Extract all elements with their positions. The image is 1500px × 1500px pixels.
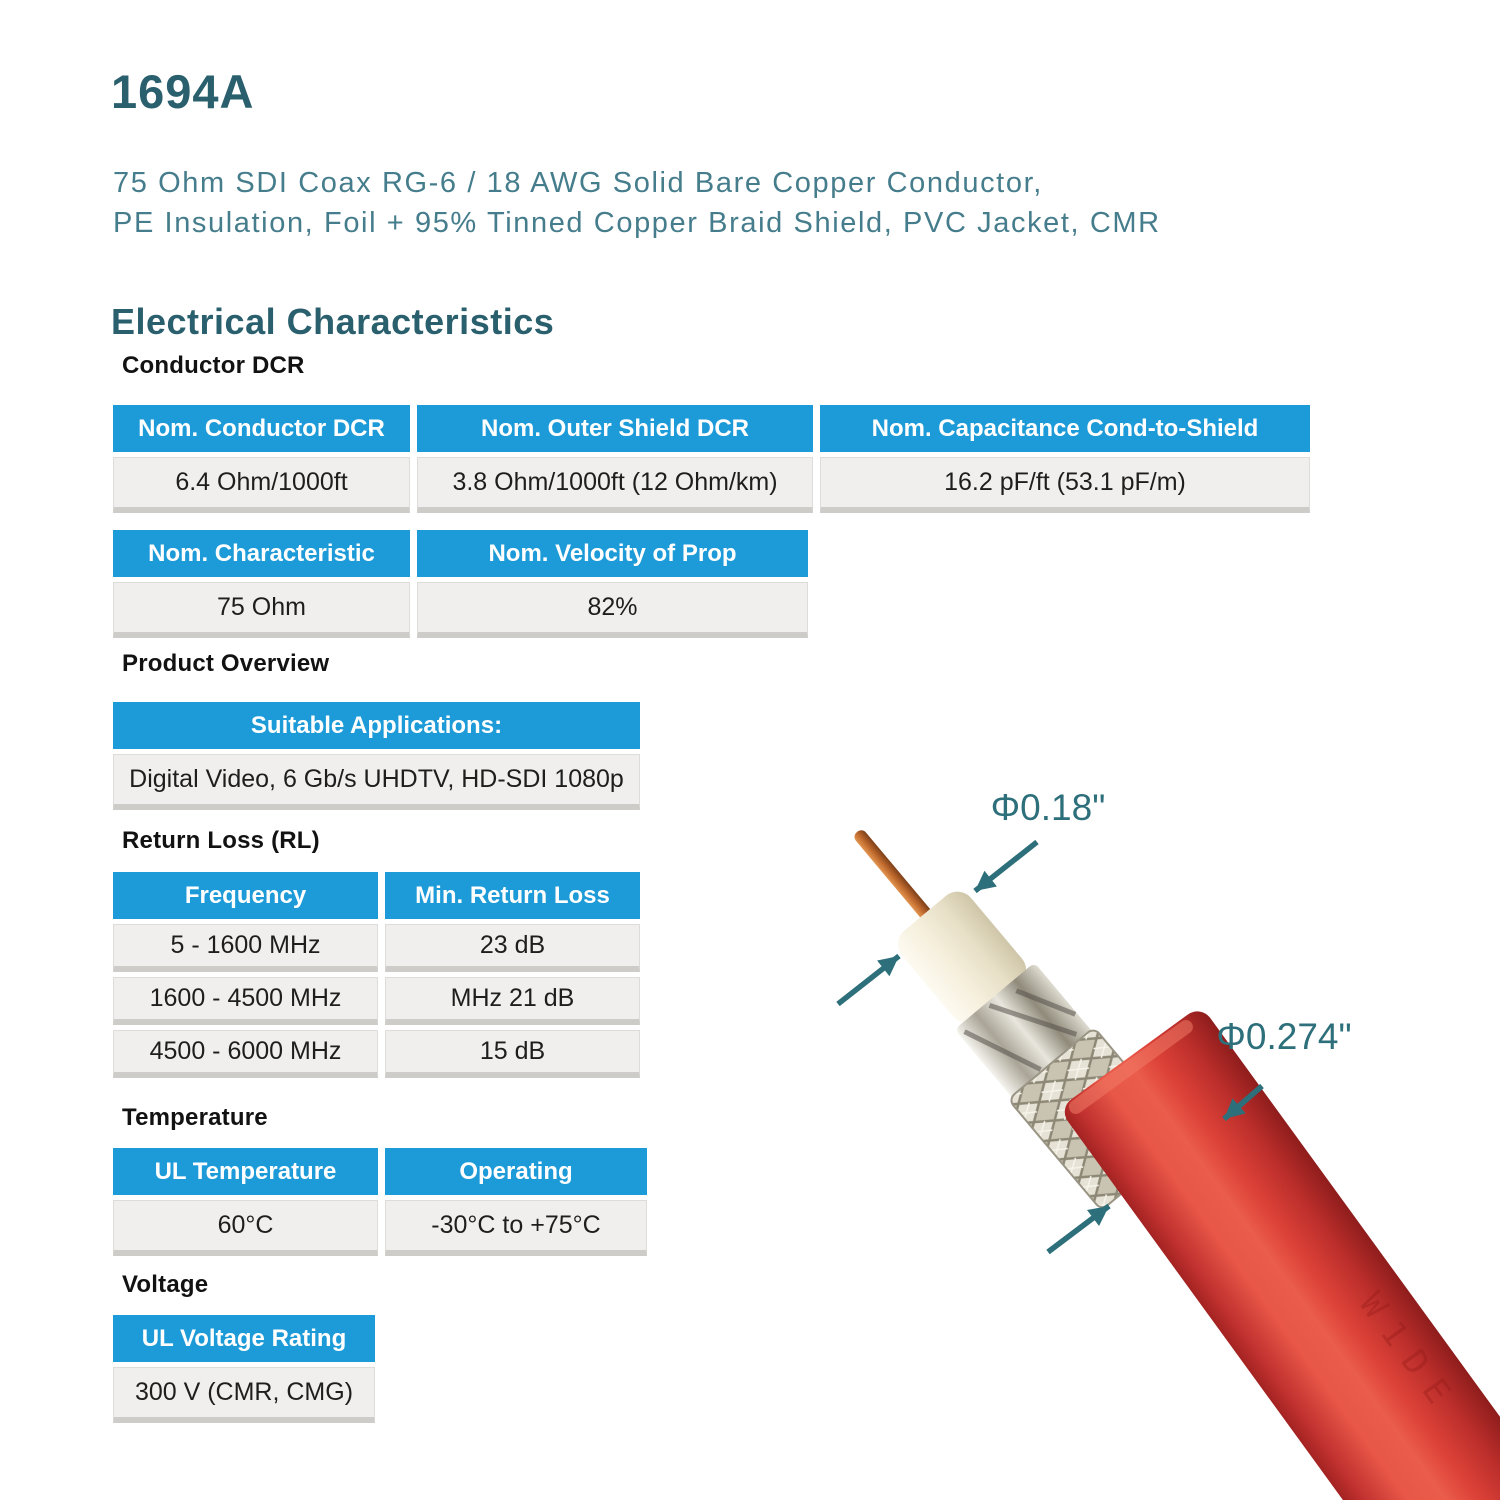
table-header-cell: Nom. Capacitance Cond-to-Shield xyxy=(820,405,1310,452)
table-header-cell: Suitable Applications: xyxy=(113,702,640,749)
table-value-cell: 82% xyxy=(417,582,808,638)
label-conductor-dcr: Conductor DCR xyxy=(122,352,305,379)
table-value-cell: 75 Ohm xyxy=(113,582,410,638)
table-value-cell: 6.4 Ohm/1000ft xyxy=(113,457,410,513)
label-voltage: Voltage xyxy=(122,1271,209,1298)
table-value-cell: Digital Video, 6 Gb/s UHDTV, HD-SDI 1080p xyxy=(113,754,640,810)
table-value-cell: 16.2 pF/ft (53.1 pF/m) xyxy=(820,457,1310,513)
table-header-cell: UL Temperature xyxy=(113,1148,378,1195)
jacket-print-text: W1DE xyxy=(1351,1285,1467,1424)
table-header-cell: Nom. Conductor DCR xyxy=(113,405,410,452)
table-value-cell: 3.8 Ohm/1000ft (12 Ohm/km) xyxy=(417,457,813,513)
table-header-cell: Min. Return Loss xyxy=(385,872,640,919)
table-header-cell: Operating xyxy=(385,1148,647,1195)
table-header-cell: Nom. Characteristic xyxy=(113,530,410,577)
copper-conductor xyxy=(852,828,938,927)
table-header-cell: Frequency xyxy=(113,872,378,919)
table-value-cell: -30°C to +75°C xyxy=(385,1200,647,1256)
product-description-line1: 75 Ohm SDI Coax RG-6 / 18 AWG Solid Bare Copper Conductor, xyxy=(113,167,1043,199)
table-value-cell: 60°C xyxy=(113,1200,378,1256)
table-header-cell: Nom. Outer Shield DCR xyxy=(417,405,813,452)
table-value-cell: 15 dB xyxy=(385,1030,640,1078)
dim-arrow-jacket-bottom xyxy=(1048,1206,1109,1252)
label-product-overview: Product Overview xyxy=(122,650,330,677)
dim-arrow-insulation-bottom xyxy=(838,956,899,1004)
table-header-cell: UL Voltage Rating xyxy=(113,1315,375,1362)
label-temperature: Temperature xyxy=(122,1104,268,1131)
label-return-loss: Return Loss (RL) xyxy=(122,827,320,854)
table-value-cell: 1600 - 4500 MHz xyxy=(113,977,378,1025)
page-title: 1694A xyxy=(111,65,255,118)
table-value-cell: 4500 - 6000 MHz xyxy=(113,1030,378,1078)
section-heading-electrical: Electrical Characteristics xyxy=(111,301,555,342)
dim-arrow-insulation-top xyxy=(975,842,1037,891)
dim-label-insulation: Φ0.18" xyxy=(990,787,1106,828)
table-header-cell: Nom. Velocity of Prop xyxy=(417,530,808,577)
product-description-line2: PE Insulation, Foil + 95% Tinned Copper Braid Shield, PVC Jacket, CMR xyxy=(113,207,1161,239)
table-value-cell: 5 - 1600 MHz xyxy=(113,924,378,972)
table-value-cell: 300 V (CMR, CMG) xyxy=(113,1367,375,1423)
table-value-cell: MHz 21 dB xyxy=(385,977,640,1025)
table-value-cell: 23 dB xyxy=(385,924,640,972)
dim-label-jacket: Φ0.274" xyxy=(1216,1016,1352,1057)
